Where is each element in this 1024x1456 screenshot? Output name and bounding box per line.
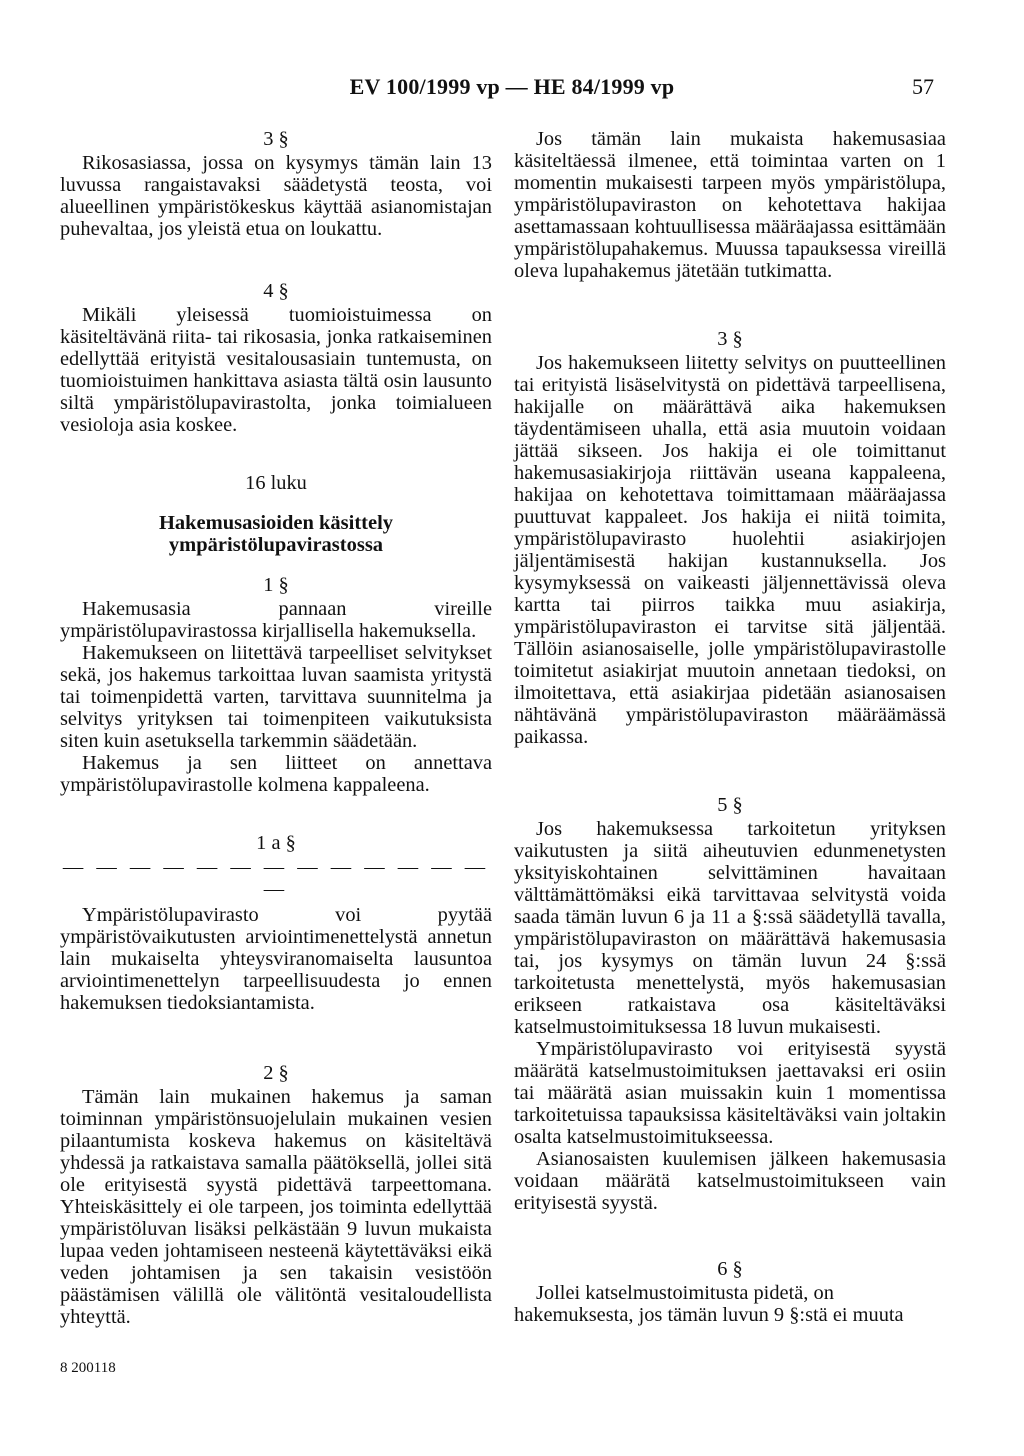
paragraph: Hakemusasia pannaan vireille ympäristölupavirastossa kirjallisella hakemuksella. <box>60 598 492 642</box>
chapter-title-line-1: Hakemusasioiden käsittely <box>158 512 394 534</box>
section-heading: 3 § <box>717 328 743 350</box>
section-heading: 4 § <box>263 280 289 302</box>
section-6 <box>514 1258 946 1326</box>
paragraph: Ympäristölupavirasto voi erityisestä syystä määrätä katselmustoimituksen jaettavaksi eri osiin tai määrätä asian muissakin kuin 1 momentissa tarkoitetuissa tapauksissa käsiteltäväksi vain joltakin osalta katselmustoimitukseessa. <box>514 1038 946 1148</box>
paragraph: Asianosaisten kuulemisen jälkeen hakemusasia voidaan määrätä katselmustoimitukseen vain erityisestä syystä. <box>514 1148 946 1214</box>
section-heading: 5 § <box>717 794 743 816</box>
document-title: EV 100/1999 vp — HE 84/1999 vp <box>349 74 675 99</box>
section-heading: 2 § <box>263 1062 289 1084</box>
section-4 <box>60 280 492 436</box>
section-1 <box>60 574 492 796</box>
paragraph: Jos hakemukseen liitetty selvitys on puutteellinen tai erityistä lisäselvitystä on pidettävä tarpeellisena, hakijalle on määrättävä aika hakemuksen täydentämiseen uhalla, että asia muutoin voidaan jättää sikseen. Jos hakija ei ole toimittanut hakemusasiakirjoja riittävän useana kappaleena, hakijaa on kehotettava toimittamaan määräajassa puuttuvat kappaleet. Jos hakija ei niitä toimita, ympäristölupavirasto huolehtii asiakirjojen jäljentämisestä hakijan kustannuksella. Jos kysymyksessä on vaikeasti jäljennettävissä oleva kartta tai piirros taikka muu asiakirja, ympäristölupaviraston ei tarvitse sitä jäljentää. Tällöin asianosaiselle, jolle ympäristölupavirastolle toimitetut asiakirjat muutoin annetaan tiedoksi, on ilmoitettava, että asiakirjaa pidetään asianosaisen nähtävänä ympäristölupaviraston määräämässä paikassa. <box>514 352 946 748</box>
section-3 <box>514 328 946 748</box>
paragraph: Mikäli yleisessä tuomioistuimessa on käsiteltävänä riita- tai rikosasia, jonka ratkaiseminen edellyttää erityistä vesitalousasiain tuntemusta, on tuomioistuimen hankittava asiasta tältä osin lausunto siltä ympäristölupavirastolta, jonka toimialueen vesioloja asia koskee. <box>60 304 492 436</box>
chapter-title <box>60 512 492 556</box>
page-header <box>0 74 1024 104</box>
left-column <box>60 128 492 1328</box>
paragraph: Jos tämän lain mukaista hakemusasiaa käsiteltäessä ilmenee, että toimintaa varten on 1 momentin mukaisesti tarpeen myös ympäristölupa, ympäristölupaviraston on kehotettava hakijaa asettamassaan kohtuullisessa määräajassa esittämään ympäristölupahakemus. Muussa tapauksessa vireillä oleva lupahakemus jätetään tutkimatta. <box>514 128 947 282</box>
paragraph: Hakemukseen on liitettävä tarpeelliset selvitykset sekä, jos hakemus tarkoittaa luvan saamista yritystä tai toimenpidettä varten, tarvittava suunnitelma ja selvitys yrityksen tai toimenpiteen vaikutuksista siten kuin asetuksella tarkemmin säädetään. <box>60 642 492 752</box>
paragraph: Hakemus ja sen liitteet on annettava ympäristölupavirastolle kolmena kappaleena. <box>60 752 492 796</box>
paragraph: Jollei katselmustoimitusta pidetä, on hakemuksesta, jos tämän luvun 9 §:stä ei muuta <box>514 1282 904 1326</box>
paragraph: Tämän lain mukainen hakemus ja saman toiminnan ympäristönsuojelulain mukainen vesien pilaantumista koskeva hakemus on käsiteltävä yhdessä ja ratkaistava samalla päätöksellä, jollei sitä ole erityisestä syystä pidettävä tarpeettomana. Yhteiskäsittely ei ole tarpeen, jos toiminta edellyttää ympäristöluvan lisäksi pelkästään 9 luvun mukaista lupaa veden johtamiseen nesteenä käytettäväksi eikä veden johtamisen ja sen takaisin vesistöön päästämisen välillä ole välitöntä vesitaloudellista yhteyttä. <box>60 1086 492 1328</box>
page-number: 57 <box>912 74 934 99</box>
chapter-number: 16 luku <box>245 472 307 494</box>
paragraph: Ympäristölupavirasto voi pyytää ympäristövaikutusten arviointimenettelystä annetun lain mukaiselta yhteysviranomaiselta lausuntoa arviointimenettelyn tarpeellisuudesta jo ennen hakemuksen tiedoksiantamista. <box>60 904 492 1014</box>
section-heading: 3 § <box>263 128 289 150</box>
section-2 <box>60 1062 492 1328</box>
paragraph: Rikosasiassa, jossa on kysymys tämän lain 13 luvussa rangaistavaksi säädetystä teosta, voi alueellinen ympäristökeskus käyttää asianomistajan puhevaltaa, jos yleistä etua on loukattu. <box>60 152 492 240</box>
right-column <box>514 128 946 1326</box>
omission-dashes: — — — — — — — — — — — — — — <box>62 856 490 900</box>
continued-section <box>514 128 946 282</box>
section-heading: 1 a § <box>256 832 296 854</box>
section-5 <box>514 794 946 1214</box>
section-heading: 1 § <box>263 574 289 596</box>
chapter-title-line-2: ympäristölupavirastossa <box>168 534 384 556</box>
section-1a <box>60 832 492 1014</box>
paragraph: Jos hakemuksessa tarkoitetun yrityksen vaikutusten ja siitä aiheutuvien edunmenetysten yksityiskohtainen selvittäminen havaitaan välttämättömäksi eikä tarvittavaa selvitystä voida saada tämän luvun 6 ja 11 a §:ssä säädetyllä tavalla, ympäristölupaviraston on määrättävä hakemusasia tai, jos kysymys on tämän luvun 24 §:ssä tarkoitetusta menettelystä, myös hakemusasian erikseen ratkaistava osa käsiteltäväksi katselmustoimituksessa 18 luvun mukaisesti. <box>514 818 946 1038</box>
section-3 <box>60 128 492 240</box>
footer-code: 8 200118 <box>60 1360 116 1376</box>
section-heading: 6 § <box>717 1258 743 1280</box>
